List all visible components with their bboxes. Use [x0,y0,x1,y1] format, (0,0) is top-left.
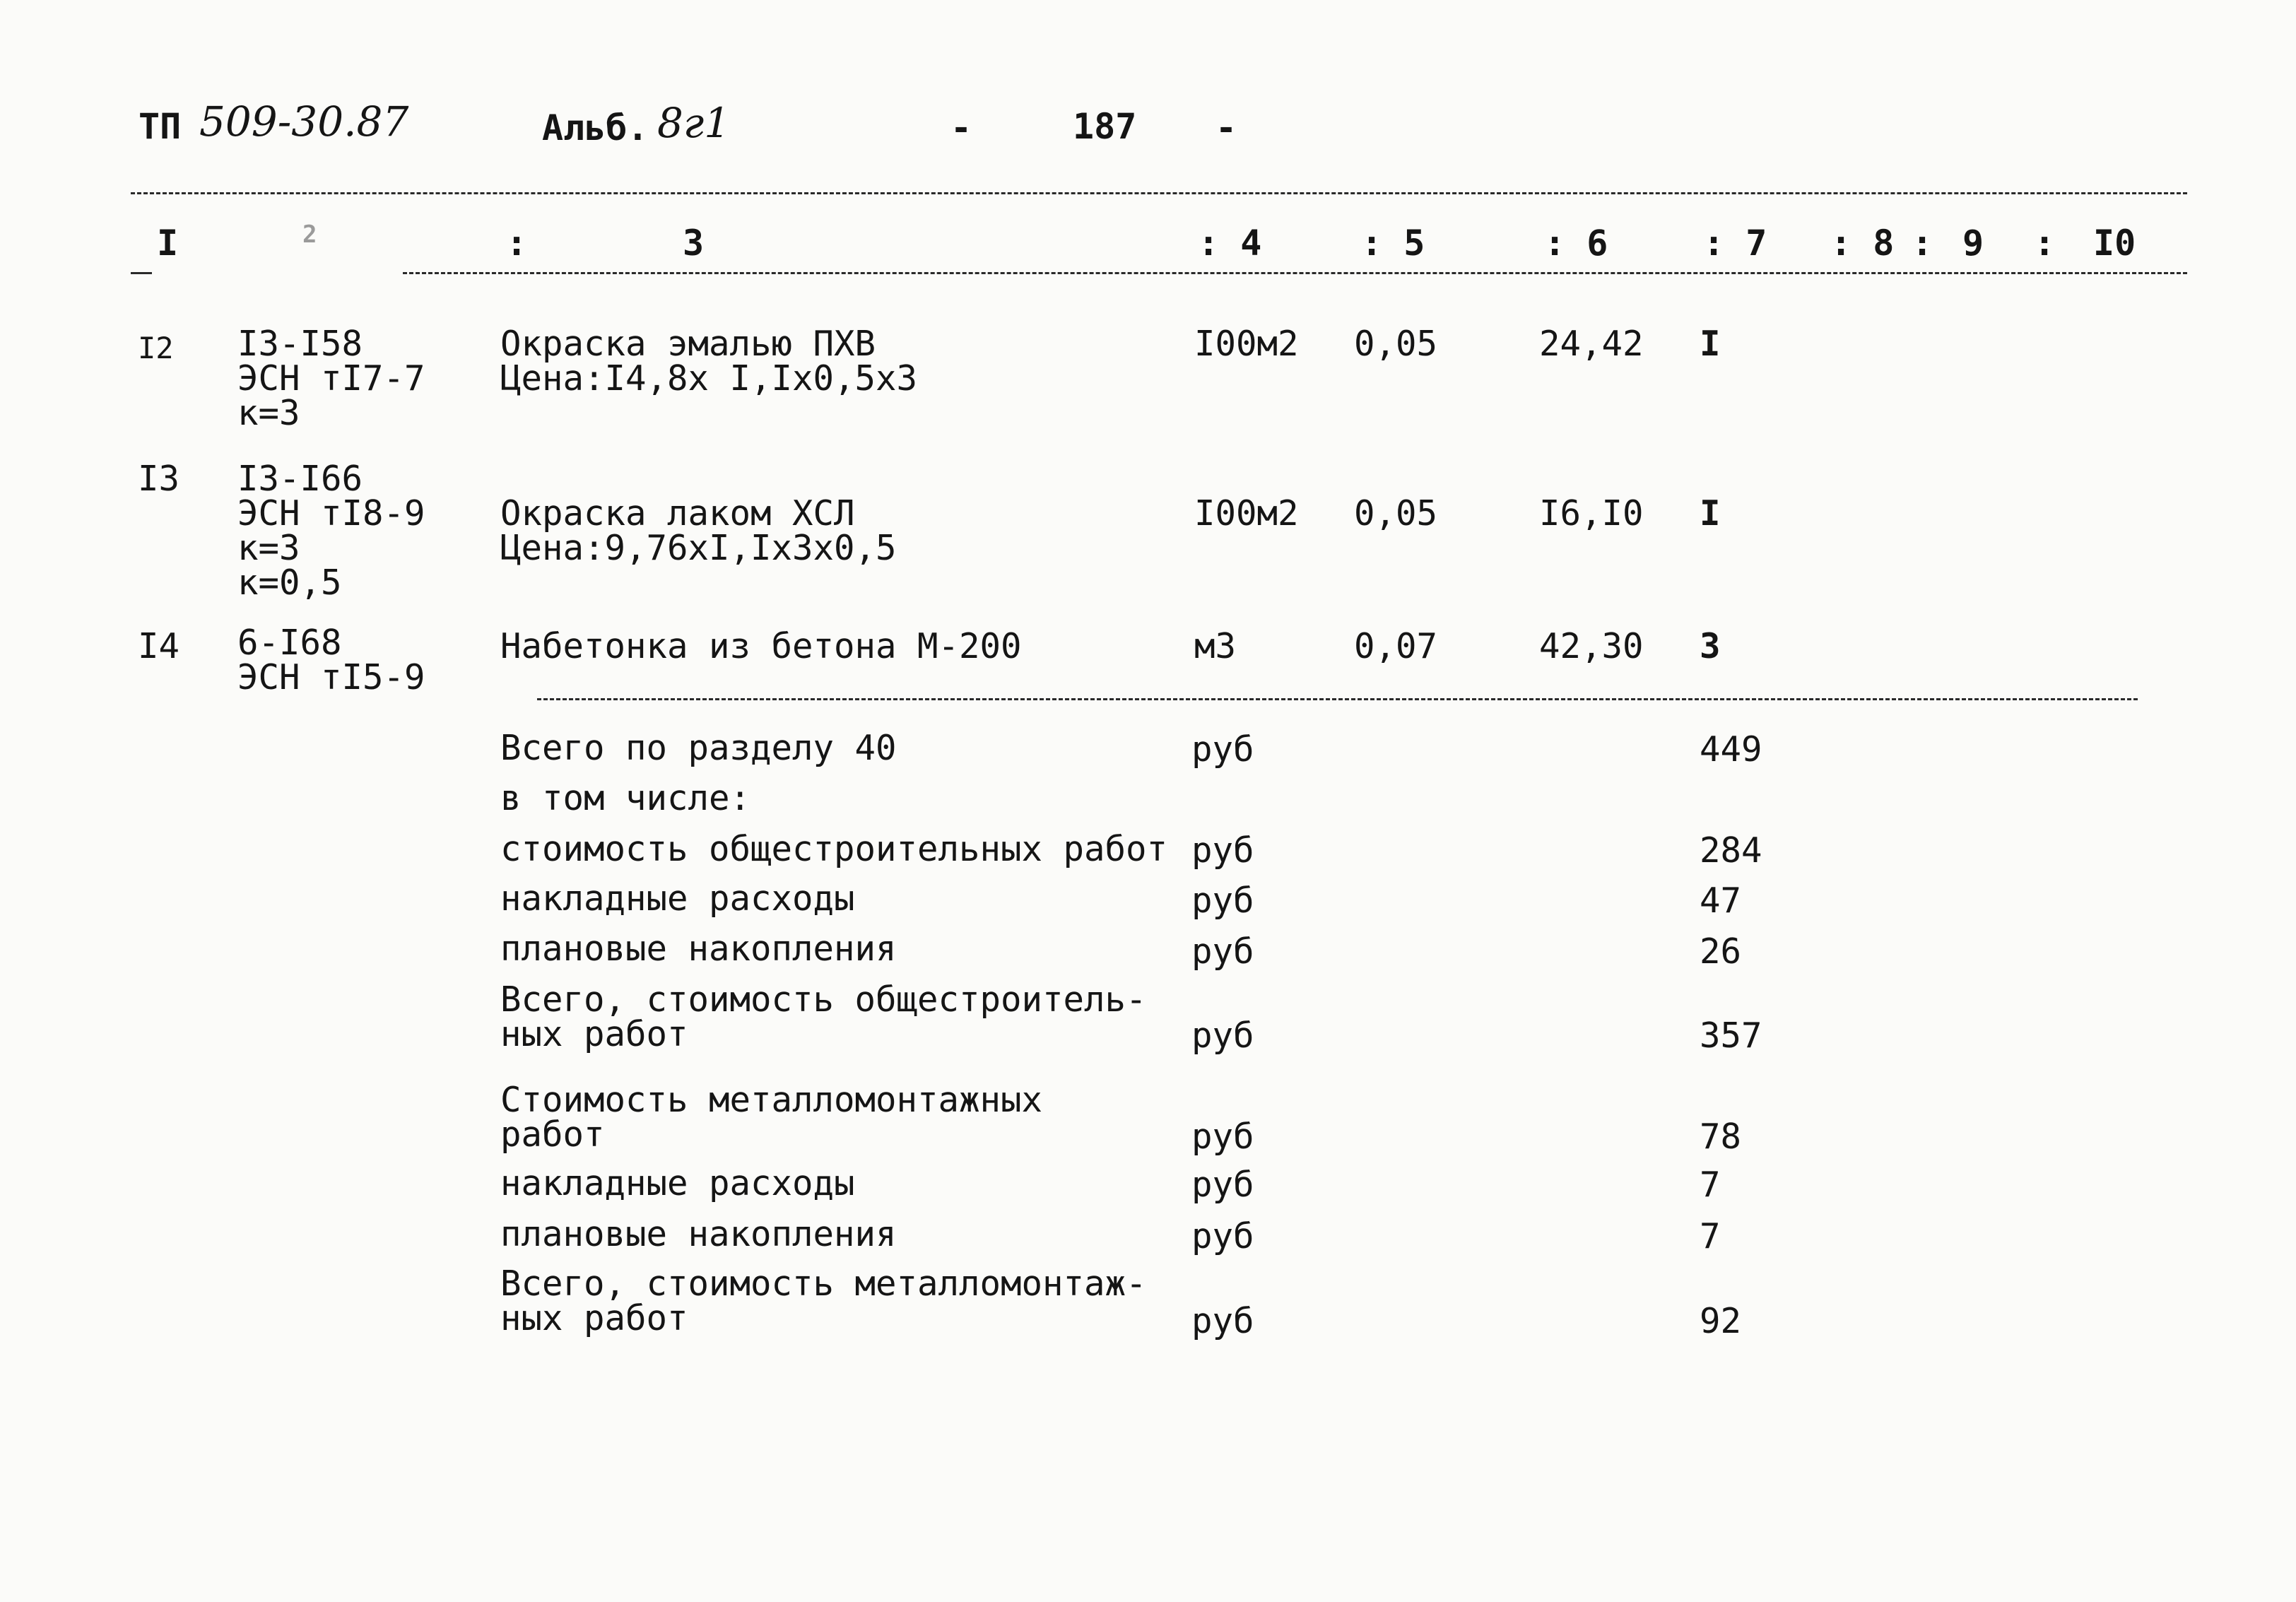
summary-value: 7 [1700,1216,1721,1256]
row-number: I2 [138,331,174,365]
header-top-rule [131,192,2187,194]
album-number: 8г1 [657,99,731,147]
unit-price: I6,I0 [1539,493,1644,534]
header-dash-right: - [1215,107,1237,148]
quantity: 0,07 [1354,626,1438,666]
col-7-value: I [1700,324,1721,364]
summary-label: плановые накопления [500,1214,897,1254]
page-number: 187 [1073,106,1137,147]
summary-label: накладные расходы [500,1163,855,1203]
summary-value: 92 [1700,1301,1742,1341]
summary-unit: руб [1191,1165,1254,1205]
column-row-rule [403,272,2187,274]
unit-price: 24,42 [1539,324,1644,364]
row-number: I4 [138,626,180,666]
col-2-number: 2 [302,220,317,249]
col-1-number: I [157,223,179,264]
summary-unit: руб [1191,1216,1254,1256]
row-number: I3 [138,459,180,499]
col-5-number: : 5 [1361,223,1425,264]
summary-unit: руб [1191,1015,1254,1056]
unit: I00м2 [1194,493,1299,534]
work-description: Окраска лаком ХСЛ Цена:9,76хI,Iх3х0,5 [500,493,897,568]
norm-code: I3-I66 ЭСН тI8-9 к=3 к=0,5 [237,459,425,603]
summary-label: плановые накопления [500,929,897,969]
summary-rule [537,698,2138,700]
unit-price: 42,30 [1539,626,1644,666]
summary-label: Всего, стоимость общестроитель- ных работ [500,979,1147,1054]
col-10-separator: : [2034,223,2056,264]
work-description: Набетонка из бетона М-200 [500,626,1022,666]
summary-unit: руб [1191,1117,1254,1157]
unit: I00м2 [1194,324,1299,364]
header-dash-left: - [950,107,972,148]
col-7-number: : 7 [1703,223,1767,264]
col-9-number: 9 [1962,223,1984,264]
summary-label: Всего по разделу 40 [500,728,897,768]
tp-prefix: ТП [139,106,182,147]
col-7-value: 3 [1700,626,1721,666]
col-8-number: : 8 [1830,223,1895,264]
summary-unit: руб [1191,880,1254,921]
summary-unit: руб [1191,830,1254,871]
tp-number: 509-30.87 [199,98,409,146]
quantity: 0,05 [1354,493,1438,534]
col-3-separator: : [506,223,528,264]
summary-label: Стоимость металломонтажных работ [500,1080,1043,1155]
summary-value: 7 [1700,1165,1721,1205]
summary-value: 47 [1700,880,1742,921]
norm-code: I3-I58 ЭСН тI7-7 к=3 [237,324,425,433]
summary-label: в том числе: [500,778,751,818]
summary-unit: руб [1191,729,1254,770]
album-label: Альб. [542,107,649,148]
norm-code: 6-I68 ЭСН тI5-9 [237,623,425,697]
summary-label: Всего, стоимость металломонтаж- ных работ [500,1264,1147,1338]
work-description: Окраска эмалью ПХВ Цена:I4,8х I,Iх0,5х3 [500,324,918,399]
col-6-number: : 6 [1544,223,1608,264]
col-10-number: I0 [2093,223,2136,264]
summary-value: 449 [1700,729,1762,770]
col-3-number: 3 [683,223,705,264]
summary-value: 26 [1700,931,1742,972]
column-row-rule-left [131,272,152,274]
summary-unit: руб [1191,1301,1254,1341]
summary-value: 78 [1700,1117,1742,1157]
summary-unit: руб [1191,931,1254,972]
summary-value: 284 [1700,830,1762,871]
quantity: 0,05 [1354,324,1438,364]
col-7-value: I [1700,493,1721,534]
summary-value: 357 [1700,1015,1762,1056]
col-4-number: : 4 [1198,223,1262,264]
summary-label: стоимость общестроительных работ [500,829,1168,869]
col-9-separator: : [1912,223,1933,264]
unit: м3 [1194,626,1237,666]
summary-label: накладные расходы [500,878,855,919]
